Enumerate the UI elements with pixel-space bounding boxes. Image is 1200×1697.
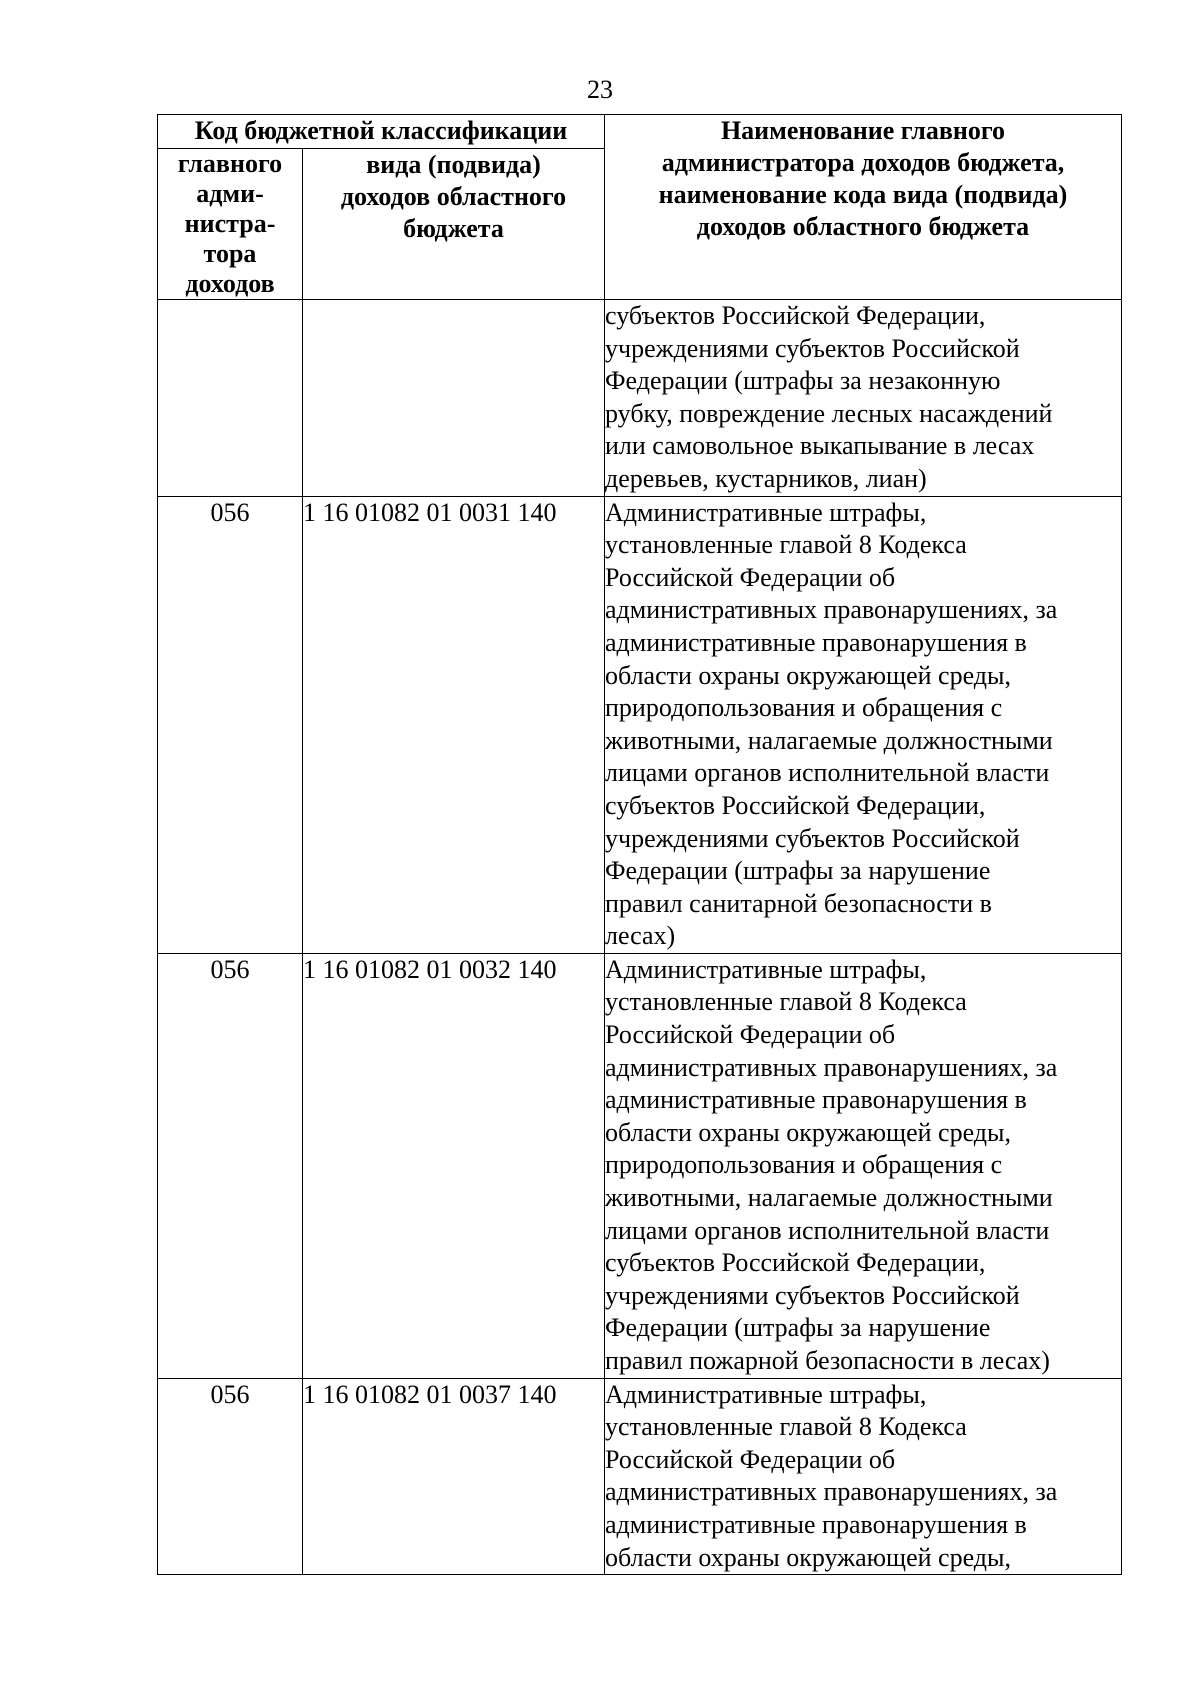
name-line: деревьев, кустарников, лиан) (605, 463, 927, 493)
name-line: административные правонарушения в (605, 1085, 1027, 1115)
header-line: доходов областного (340, 182, 567, 211)
table-header (158, 115, 1122, 300)
name-line: Российской Федерации об (605, 562, 896, 592)
name-line: лицами органов исполнительной власти (605, 1215, 1050, 1245)
page-number: 23 (587, 75, 613, 104)
name-line: природопользования и обращения с (605, 693, 1003, 723)
name-line: лесах) (605, 921, 676, 951)
name-line: установленные главой 8 Кодекса (605, 987, 967, 1017)
name-cell (605, 1378, 1122, 1575)
name-line: животными, налагаемые должностными (605, 1183, 1053, 1213)
name-line: области охраны окружающей среды, (605, 1542, 1011, 1572)
name-cell (605, 953, 1122, 1378)
admin-code-cell: 056 (158, 1378, 303, 1575)
name-line: или самовольное выкапывание в лесах (605, 431, 1035, 461)
name-line: учреждениями субъектов Российской (605, 333, 1020, 363)
name-line: Российской Федерации об (605, 1444, 896, 1474)
income-kind-code-cell: 1 16 01082 01 0037 140 (303, 1378, 605, 1575)
admin-code-cell: 056 (158, 953, 303, 1378)
name-line: Федерации (штрафы за нарушение (605, 856, 991, 886)
table-row (158, 496, 1122, 953)
name-line: административных правонарушениях, за (605, 1477, 1058, 1507)
name-line: рубку, повреждение лесных насаждений (605, 398, 1053, 428)
name-line: лицами органов исполнительной власти (605, 758, 1050, 788)
admin-code-cell (158, 300, 303, 497)
name-line: природопользования и обращения с (605, 1150, 1003, 1180)
header-line: адми- (196, 179, 264, 208)
header-line: доходов областного бюджета (696, 212, 1030, 241)
name-line: животными, налагаемые должностными (605, 725, 1053, 755)
header-line: наименование кода вида (подвида) (658, 180, 1068, 209)
name-line: установленные главой 8 Кодекса (605, 530, 967, 560)
name-line: административные правонарушения в (605, 1509, 1027, 1539)
header-line: Наименование главного (720, 116, 1006, 145)
name-line: правил пожарной безопасности в лесах) (605, 1346, 1050, 1375)
admin-code-cell: 056 (158, 496, 303, 953)
header-line: бюджета (403, 214, 504, 243)
header-line: тора (203, 239, 257, 268)
name-cell (605, 300, 1122, 497)
name-line: Российской Федерации об (605, 1020, 896, 1050)
header-line: доходов (185, 269, 275, 298)
budget-classification-table (157, 114, 1122, 1575)
income-kind-code-cell (303, 300, 605, 497)
name-line: правил санитарной безопасности в (605, 888, 992, 918)
name-line: Административные штрафы, (605, 1379, 927, 1409)
name-line: Федерации (штрафы за незаконную (605, 366, 1001, 396)
table-body (158, 300, 1122, 1575)
income-kind-code-cell: 1 16 01082 01 0032 140 (303, 953, 605, 1378)
name-line: административных правонарушениях, за (605, 1052, 1058, 1082)
name-line: учреждениями субъектов Российской (605, 1280, 1020, 1310)
table-row (158, 953, 1122, 1378)
name-line: административные правонарушения в (605, 627, 1027, 657)
name-line: субъектов Российской Федерации, (605, 1248, 986, 1278)
name-line: учреждениями субъектов Российской (605, 823, 1020, 853)
name-line: субъектов Российской Федерации, (605, 790, 986, 820)
name-line: Федерации (штрафы за нарушение (605, 1313, 991, 1343)
header-name-column (605, 115, 1122, 300)
name-line: Административные штрафы, (605, 954, 927, 984)
table-row (158, 1378, 1122, 1575)
header-line: нистра- (184, 209, 276, 238)
name-line: Административные штрафы, (605, 497, 927, 527)
header-admin-column (158, 149, 303, 300)
name-line: административных правонарушениях, за (605, 595, 1058, 625)
income-kind-code-cell: 1 16 01082 01 0031 140 (303, 496, 605, 953)
header-line: администратора доходов бюджета, (661, 148, 1065, 177)
header-kind-column (303, 149, 605, 300)
header-budget-classification-code: Код бюджетной классификации (158, 115, 605, 149)
header-line: вида (подвида) (366, 150, 541, 179)
name-line: области охраны окружающей среды, (605, 1117, 1011, 1147)
name-line: субъектов Российской Федерации, (605, 301, 986, 330)
name-cell (605, 496, 1122, 953)
header-line: главного (177, 149, 283, 178)
name-line: области охраны окружающей среды, (605, 660, 1011, 690)
name-line: установленные главой 8 Кодекса (605, 1412, 967, 1442)
table-row (158, 300, 1122, 497)
